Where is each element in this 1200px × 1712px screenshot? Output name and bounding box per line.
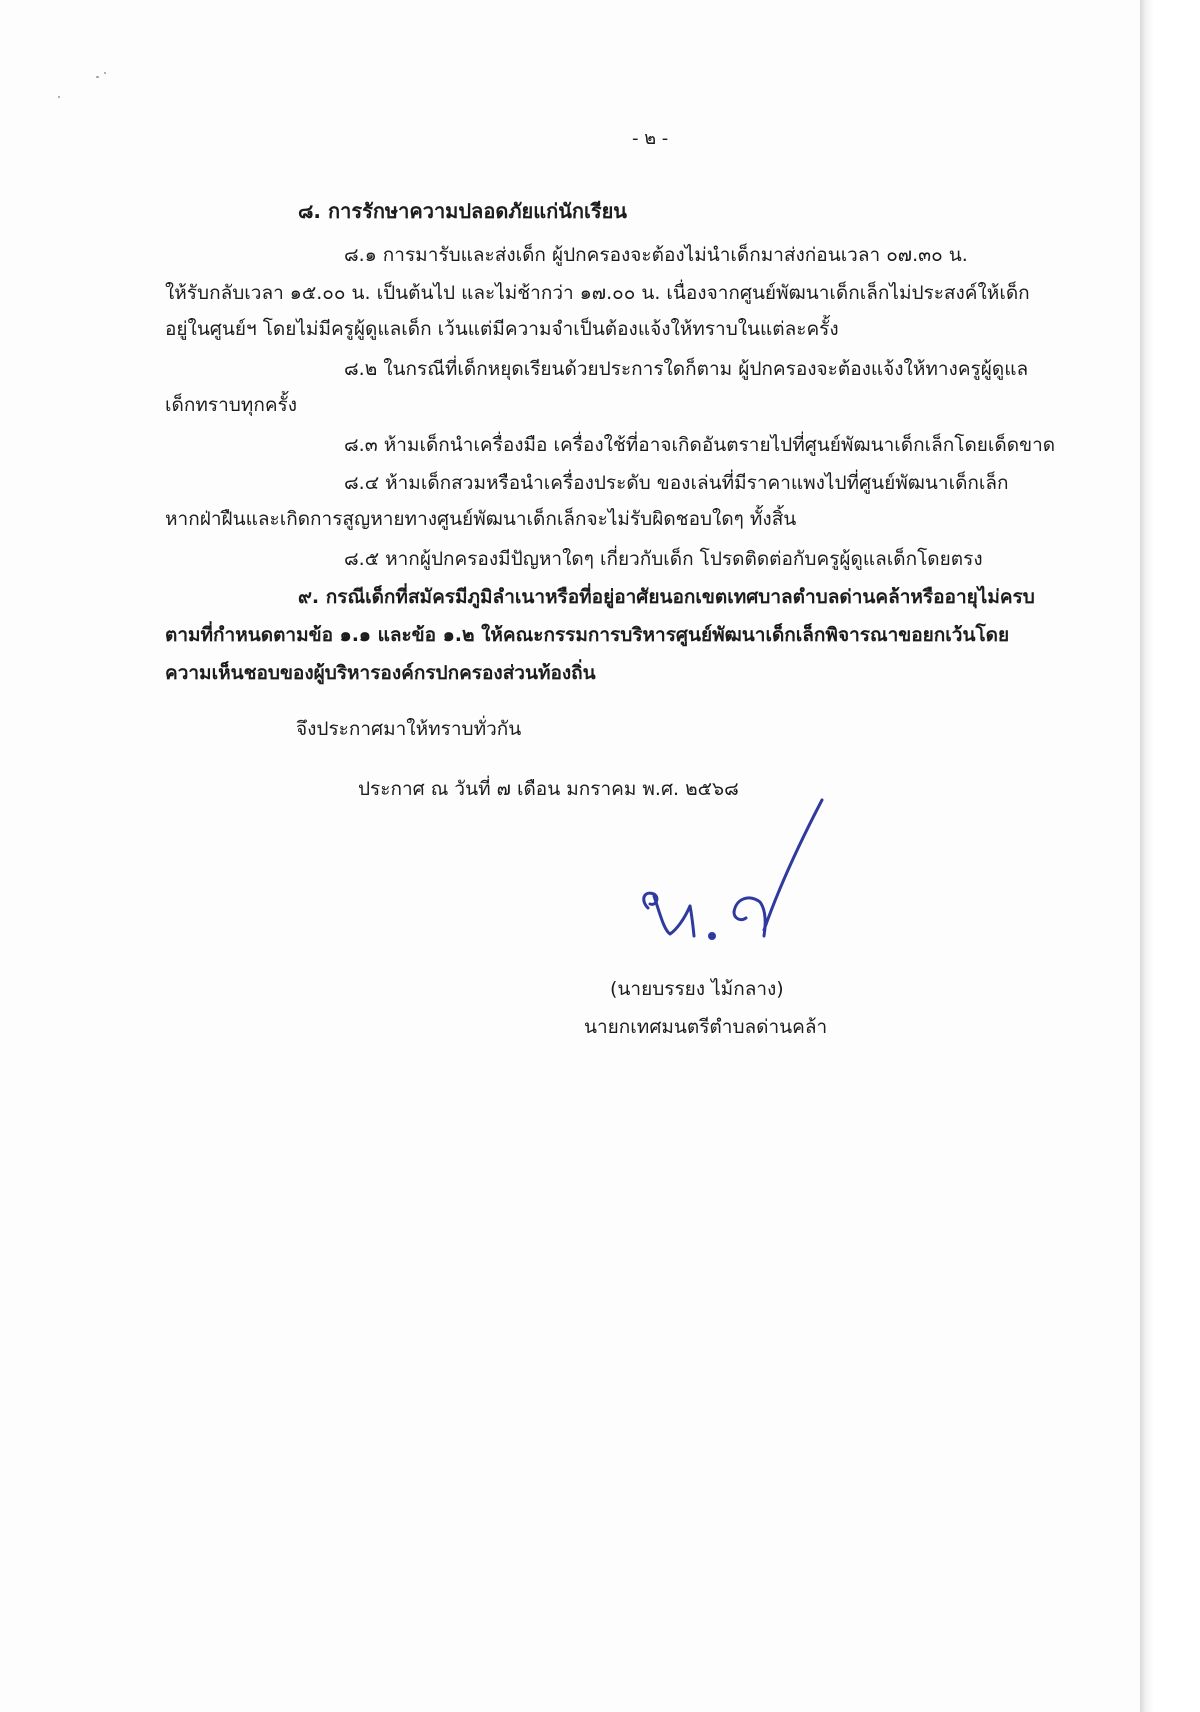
item-8-2-line-1: ๘.๒ ในกรณีที่เด็กหยุดเรียนด้วยประการใดก็ตาม ผู้ปกครองจะต้องแจ้งให้ทางครูผู้ดูแล [344, 358, 1029, 380]
item-8-4-line-2: หากฝ่าฝืนและเกิดการสูญหายทางศูนย์พัฒนาเด็กเล็กจะไม่รับผิดชอบใดๆ ทั้งสิ้น [165, 508, 797, 530]
page-number: - ๒ - [632, 128, 669, 149]
signer-name: (นายบรรยง ไม้กลาง) [610, 978, 784, 1000]
section-9-line-2: ตามที่กำหนดตามข้อ ๑.๑ และข้อ ๑.๒ ให้คณะกรรมการบริหารศูนย์พัฒนาเด็กเล็กพิจารณาขอยกเว้นโดย [165, 624, 1010, 646]
section-8-heading: ๘. การรักษาความปลอดภัยแก่นักเรียน [298, 199, 627, 223]
item-8-1-line-1: ๘.๑ การมารับและส่งเด็ก ผู้ปกครองจะต้องไม่นำเด็กมาส่งก่อนเวลา ๐๗.๓๐ น. [344, 244, 968, 266]
closing-statement: จึงประกาศมาให้ทราบทั่วกัน [296, 718, 522, 740]
signer-position: นายกเทศมนตรีตำบลด่านคล้า [584, 1016, 828, 1038]
item-8-1-line-2: ให้รับกลับเวลา ๑๕.๐๐ น. เป็นต้นไป และไม่ช้ากว่า ๑๗.๐๐ น. เนื่องจากศูนย์พัฒนาเด็กเล็กไม่ประสงค์ให้เด็ก [165, 282, 1030, 304]
scan-speck [58, 96, 60, 98]
scan-speck [96, 76, 99, 78]
section-9-line-3: ความเห็นชอบของผู้บริหารองค์กรปกครองส่วนท้องถิ่น [165, 662, 596, 684]
item-8-3-line-1: ๘.๓ ห้ามเด็กนำเครื่องมือ เครื่องใช้ที่อาจเกิดอันตรายไปที่ศูนย์พัฒนาเด็กเล็กโดยเด็ดขาด [344, 434, 1056, 456]
item-8-4-line-1: ๘.๔ ห้ามเด็กสวมหรือนำเครื่องประดับ ของเล่นที่มีราคาแพงไปที่ศูนย์พัฒนาเด็กเล็ก [344, 472, 1009, 494]
section-9-line-1: ๙. กรณีเด็กที่สมัครมีภูมิลำเนาหรือที่อยู่อาศัยนอกเขตเทศบาลตำบลด่านคล้าหรืออายุไม่ครบ [298, 586, 1035, 608]
item-8-1-line-3: อยู่ในศูนย์ฯ โดยไม่มีครูผู้ดูแลเด็ก เว้นแต่มีความจำเป็นต้องแจ้งให้ทราบในแต่ละครั้ง [165, 318, 839, 340]
handwritten-signature-icon [630, 790, 850, 970]
scan-speck [104, 72, 106, 74]
scan-edge-shadow [1140, 0, 1200, 1712]
item-8-5-line-1: ๘.๕ หากผู้ปกครองมีปัญหาใดๆ เกี่ยวกับเด็ก โปรดติดต่อกับครูผู้ดูแลเด็กโดยตรง [344, 548, 983, 570]
item-8-2-line-2: เด็กทราบทุกครั้ง [165, 394, 298, 416]
announcement-date: ประกาศ ณ วันที่ ๗ เดือน มกราคม พ.ศ. ๒๕๖๘ [358, 778, 739, 800]
